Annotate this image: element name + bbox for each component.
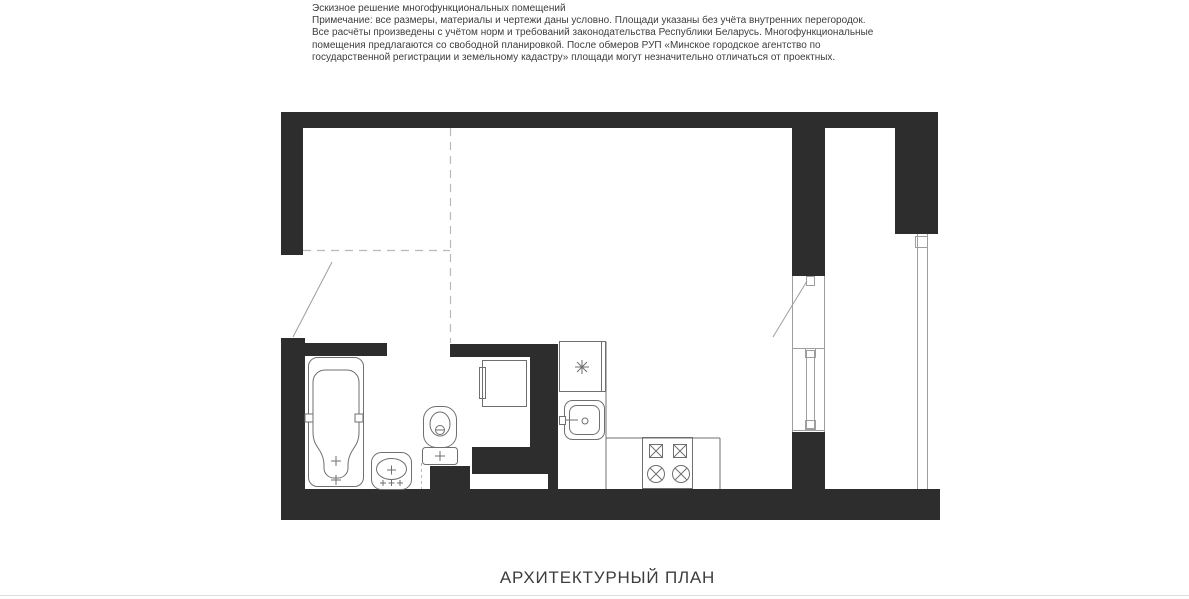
project-line: Эскизное решение многофункциональных помещений bbox=[312, 3, 566, 14]
wall-slot-column bbox=[548, 474, 558, 490]
wall-bottom bbox=[281, 489, 940, 520]
wall-mid-bar bbox=[472, 447, 558, 474]
kitchen-sink-drain bbox=[582, 418, 588, 424]
bathtub-faucet-right bbox=[355, 414, 363, 422]
wall-balcony-partition-lower bbox=[792, 432, 825, 490]
wall-right-upper bbox=[895, 112, 938, 234]
note-line: помещения предлагаются со свободной планировкой. После обмеров РУП «Минское городское агентство по bbox=[312, 39, 821, 51]
note-line: Примечание: все размеры, материалы и чертежи даны условно. Площади указаны без учёта внутренних перегородок. bbox=[312, 15, 866, 27]
wall-step-block bbox=[430, 466, 470, 492]
stove bbox=[643, 438, 693, 489]
balcony-door bbox=[773, 277, 815, 338]
entrance-door-swing bbox=[293, 262, 332, 337]
balcony-glazing bbox=[916, 234, 928, 489]
burner bbox=[673, 466, 690, 483]
kitchen-sink bbox=[560, 401, 605, 440]
bathtub bbox=[305, 358, 364, 487]
kitchen-counter bbox=[606, 342, 720, 490]
burner bbox=[674, 445, 687, 458]
entrance-door bbox=[293, 262, 332, 337]
washbasin-tap-cross-icon bbox=[380, 466, 403, 487]
snowflake-icon bbox=[575, 360, 589, 374]
toilet bbox=[423, 407, 458, 465]
washing-machine-outline bbox=[483, 361, 527, 407]
footer-divider-line bbox=[0, 595, 1189, 596]
toilet-valve-cross-icon bbox=[435, 451, 445, 461]
balcony-door-jamb bbox=[807, 277, 815, 286]
bathtub-faucet-left bbox=[305, 414, 313, 422]
wall-bathroom-top bbox=[300, 343, 387, 356]
wall-top bbox=[283, 112, 938, 128]
wall-left-upper bbox=[281, 112, 303, 255]
free-plan-dashed-lines bbox=[303, 128, 451, 343]
washing-machine bbox=[480, 361, 527, 407]
wall-left-lower bbox=[281, 338, 305, 492]
burner bbox=[648, 466, 665, 483]
wall-mid-vertical bbox=[530, 344, 558, 447]
wall-balcony-partition-upper bbox=[792, 128, 825, 276]
washbasin bbox=[372, 453, 412, 490]
toilet-bowl bbox=[424, 407, 457, 448]
bathtub-drain-cross-icon bbox=[331, 456, 341, 485]
balcony-window bbox=[793, 349, 825, 431]
toilet-bowl-inner bbox=[430, 412, 450, 436]
burner bbox=[650, 445, 663, 458]
balcony-window-frame bbox=[807, 351, 815, 429]
balcony-door-swing bbox=[773, 281, 807, 337]
balcony-partition bbox=[773, 276, 825, 432]
refrigerator bbox=[560, 342, 606, 392]
note-line: государственной регистрации и земельному кадастру» площади могут незначительно отличаться от проектных. bbox=[312, 51, 836, 63]
walls bbox=[281, 112, 940, 520]
note-line: Все расчёты произведены с учётом норм и требований законодательства Республики Беларусь. Многофункциональные bbox=[312, 27, 874, 39]
kitchen-sink-tap bbox=[560, 417, 566, 425]
plan-title: АРХИТЕКТУРНЫЙ ПЛАН bbox=[499, 568, 716, 587]
